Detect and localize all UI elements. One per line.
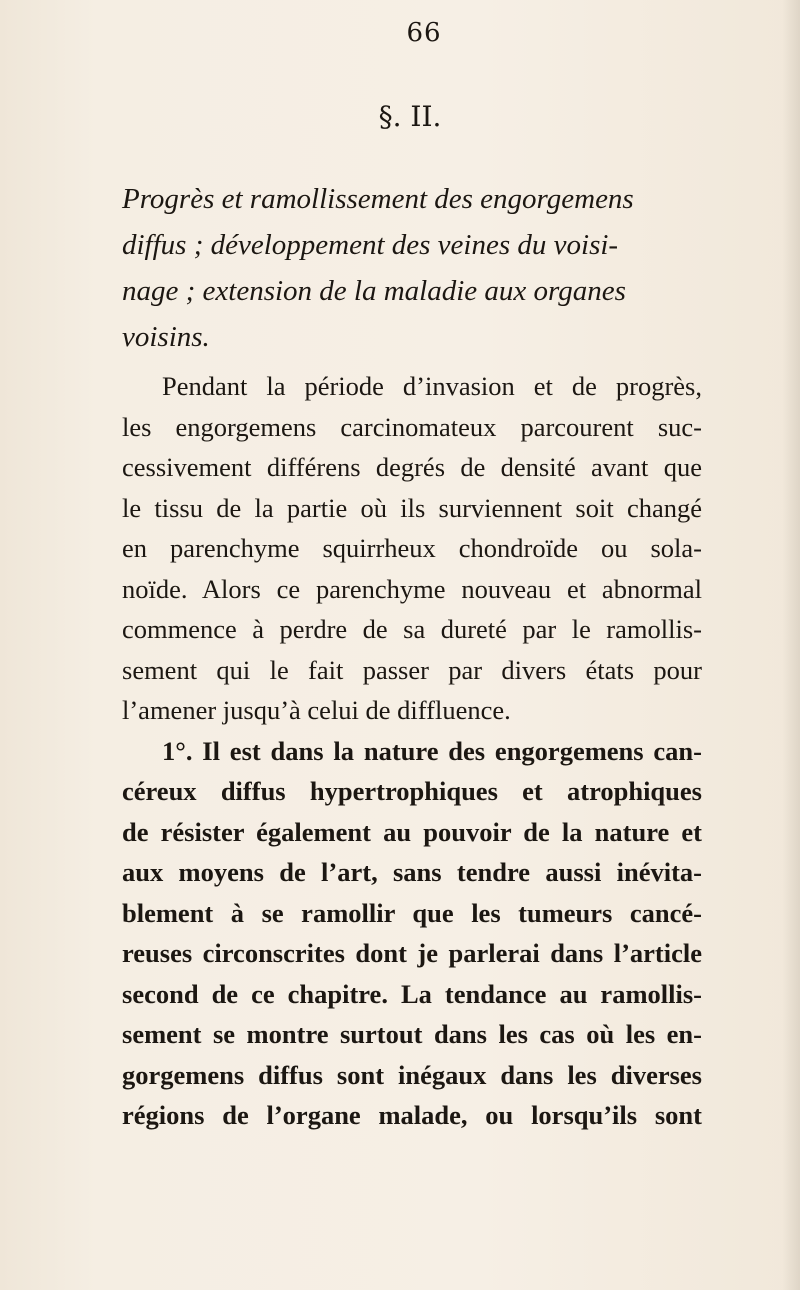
body-line: cessivement différens degrés de densité avant que <box>122 452 702 482</box>
body-line: de résister également au pouvoir de la nature et <box>122 816 702 847</box>
body-line: 1°. Il est dans la nature des engorgemens can- <box>162 735 702 766</box>
body-line: blement à se ramollir que les tumeurs cancé- <box>122 897 702 928</box>
body-line: céreux diffus hypertrophiques et atrophiques <box>122 776 702 806</box>
body-line: gorgemens diffus sont inégaux dans les diverses <box>122 1059 702 1090</box>
body-text <box>122 366 702 1136</box>
body-line: aux moyens de l’art, sans tendre aussi inévita- <box>122 857 702 887</box>
body-line: reuses circonscrites dont je parlerai dans l’article <box>122 938 702 968</box>
body-line: commence à perdre de sa dureté par le ramollis- <box>122 614 702 644</box>
section-heading <box>122 176 694 360</box>
body-line: l’amener jusqu’à celui de diffluence. <box>122 695 511 725</box>
heading-line: nage ; extension de la maladie aux organes <box>122 275 626 307</box>
body-line: les engorgemens carcinomateux parcourent suc- <box>122 411 702 442</box>
body-line: sement se montre surtout dans les cas où les en- <box>122 1019 702 1049</box>
heading-line: voisins. <box>122 321 210 353</box>
page-number: 66 <box>406 18 442 48</box>
page-edge-shadow <box>782 0 800 1290</box>
heading-line: diffus ; développement des veines du voisi- <box>122 229 619 261</box>
body-line: Pendant la période d’invasion et de progrès, <box>162 371 702 401</box>
section-title: §. II. <box>378 100 442 133</box>
body-line: régions de l’organe malade, ou lorsqu’ils sont <box>122 1100 702 1130</box>
body-line: en parenchyme squirrheux chondroïde ou sola- <box>122 533 702 563</box>
body-line: le tissu de la partie où ils surviennent soit changé <box>122 492 702 523</box>
heading-line: Progrès et ramollissement des engorgemens <box>122 183 634 215</box>
body-line: sement qui le fait passer par divers états pour <box>122 654 702 685</box>
body-line: second de ce chapitre. La tendance au ramollis- <box>122 978 702 1009</box>
body-line: noïde. Alors ce parenchyme nouveau et abnormal <box>122 573 702 604</box>
